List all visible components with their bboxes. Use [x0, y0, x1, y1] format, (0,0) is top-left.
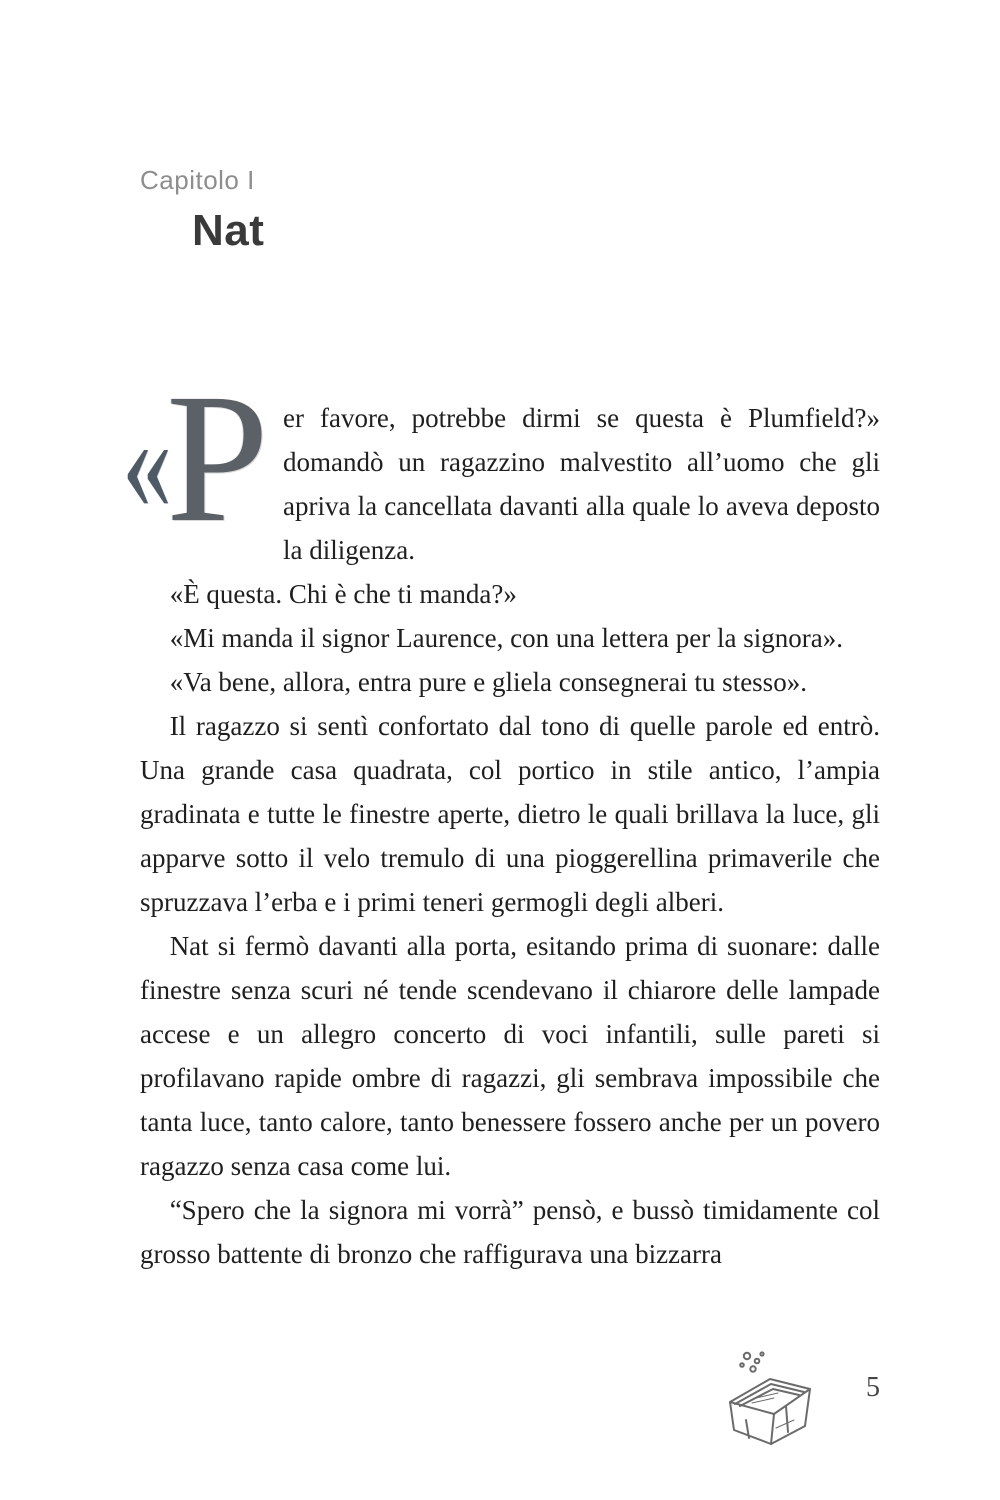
page-number: 5: [866, 1372, 880, 1403]
page-footer: [140, 1348, 880, 1456]
dropcap-block: [122, 356, 283, 572]
paragraph: Nat si fermò davanti alla porta, esitando prima di suonare: dalle finestre senza scuri né tende scendevano il chiarore delle lampade accese e un allegro concerto di voci infantili, sulle pareti si profilavano rapide ombre di ragazzi, gli sembrava impossibile che tanta luce, tanto calore, tanto benessere fossero anche per un povero ragazzo senza casa come lui.: [140, 931, 880, 1181]
paragraph: Il ragazzo si sentì confortato dal tono di quelle parole ed entrò. Una grande casa quadrata, col portico in stile antico, l’ampia gradinata e tutte le finestre aperte, dietro le quali brillava la luce, gli apparve sotto il velo tremulo di una pioggerellina primaverile che spruzzava l’erba e i primi teneri germogli degli alberi.: [140, 711, 880, 917]
chapter-title: Nat: [192, 206, 265, 255]
paragraph-text: er favore, potrebbe dirmi se questa è Plumfield?» domandò un ragazzino malvestito all’uomo che gli apriva la cancellata davanti alla quale lo aveva deposto la diligenza.: [283, 403, 880, 565]
chapter-label: Capitolo I: [140, 165, 255, 195]
chapter-header: [140, 165, 880, 256]
paragraph: «Mi manda il signor Laurence, con una lettera per la signora».: [169, 623, 843, 653]
opening-guillemet: «: [122, 383, 172, 539]
paragraph: «Va bene, allora, entra pure e gliela consegnerai tu stesso».: [169, 667, 807, 697]
paragraph: «È questa. Chi è che ti manda?»: [169, 579, 517, 609]
body-text: [122, 356, 880, 1276]
drop-cap-letter: P: [166, 356, 269, 561]
paragraph: “Spero che la signora mi vorrà” pensò, e bussò timidamente col grosso battente di bronzo che raffigurava una bizzarra: [140, 1195, 880, 1269]
chapter-end-illustration: [716, 1348, 820, 1456]
paragraph: [122, 356, 880, 572]
